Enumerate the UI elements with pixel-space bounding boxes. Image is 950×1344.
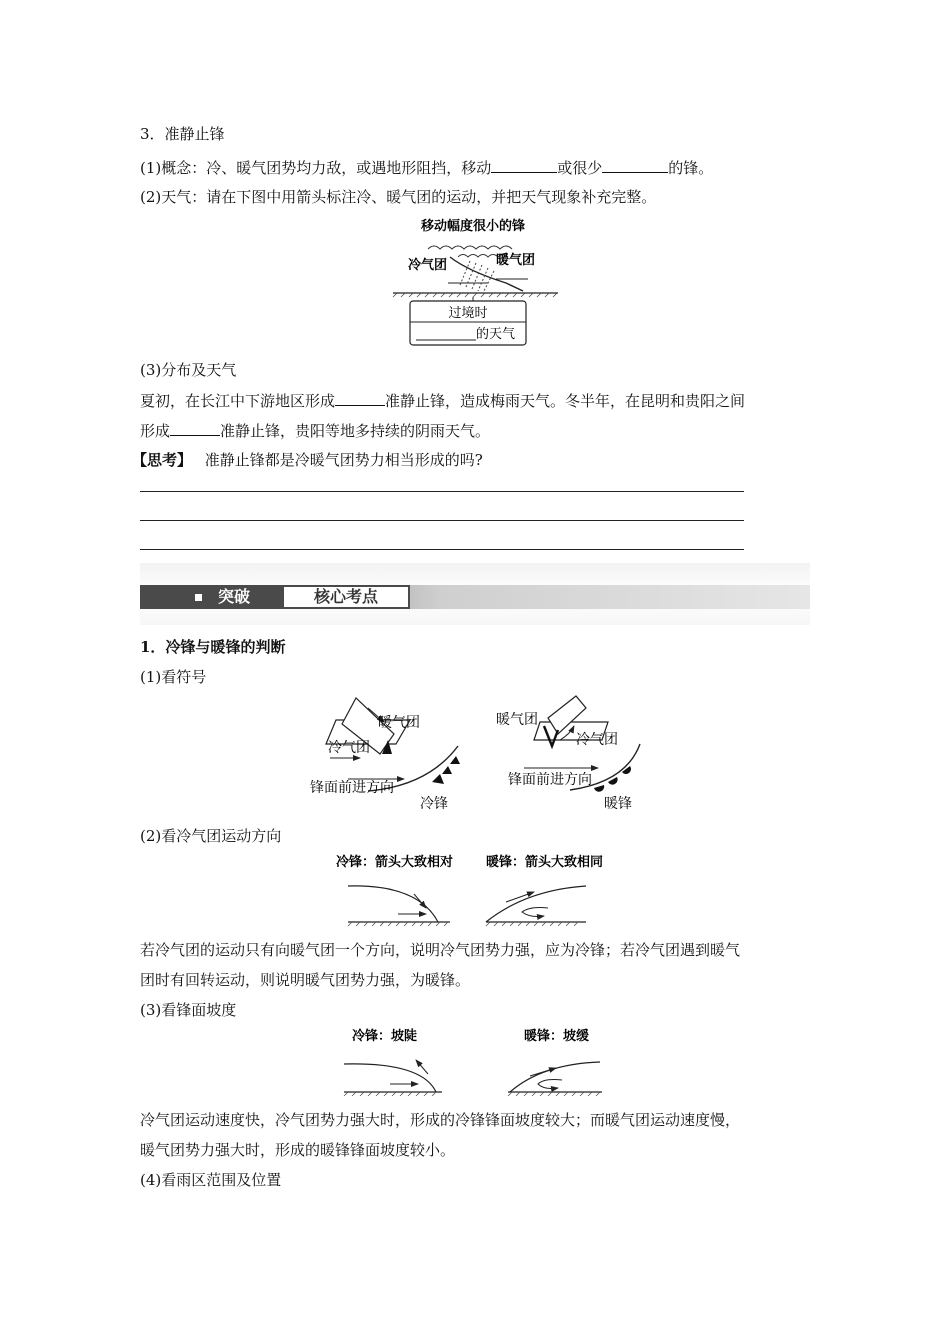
figure-title: 移动幅度很小的锋 xyxy=(420,219,526,234)
think-label: 【思考】 xyxy=(132,451,193,469)
para-text: 准静止锋，贵阳等地多持续的阴雨天气。 xyxy=(220,422,491,440)
answer-line[interactable] xyxy=(140,520,744,521)
slope-figure xyxy=(330,1024,630,1102)
section-banner xyxy=(140,563,810,625)
para-text: 准静止锋，造成梅雨天气。冬半年，在昆明和贵阳之间 xyxy=(385,392,746,410)
banner-left-label: 突破 xyxy=(218,587,251,606)
direction-para-2: 团时有回转运动，则说明暖气团势力强，为暖锋。 xyxy=(140,971,471,989)
distribution-title: (3)分布及天气 xyxy=(140,361,237,379)
direction-figure xyxy=(330,850,630,928)
para-text: 形成 xyxy=(140,422,171,440)
answer-line[interactable] xyxy=(140,491,744,492)
section-title: 3．准静止锋 xyxy=(140,125,225,143)
cold-air-left: 冷气团 xyxy=(328,740,370,756)
concept-text-b: 或很少 xyxy=(557,159,603,177)
warm-air-right: 暖气团 xyxy=(496,712,538,728)
para-text: 夏初，在长江中下游地区形成 xyxy=(140,392,336,410)
cold-front-label: 冷锋 xyxy=(420,796,448,812)
square-icon xyxy=(195,594,202,601)
cold-slope-curve xyxy=(344,1064,436,1092)
slope-para-1: 冷气团运动速度快，冷气团势力强大时，形成的冷锋锋面坡度较大；而暖气团运动速度慢， xyxy=(140,1111,741,1129)
fill-blank[interactable] xyxy=(170,420,220,436)
warm-slope-caption: 暖锋：坡缓 xyxy=(524,1029,590,1044)
slope-para-2: 暖气团势力强大时，形成的暖锋锋面坡度较小。 xyxy=(140,1141,456,1159)
front-symbols-figure xyxy=(308,694,648,818)
rain-area xyxy=(460,261,494,291)
sub-heading-direction: (2)看冷气团运动方向 xyxy=(140,827,282,845)
banner-right: 核心考点 xyxy=(282,585,410,609)
stationary-front-figure xyxy=(388,213,562,349)
cold-slope-caption: 冷锋：坡陡 xyxy=(352,1029,418,1044)
sub-heading-slope: (3)看锋面坡度 xyxy=(140,1001,237,1019)
answer-line[interactable] xyxy=(140,549,744,550)
concept-text-a: (1)概念：冷、暖气团势均力敌，或遇地形阻挡，移动 xyxy=(140,159,492,177)
fill-blank[interactable] xyxy=(335,390,385,406)
semicircle-icon xyxy=(622,766,631,774)
cold-air-label: 冷气团 xyxy=(408,258,448,273)
warm-air-left: 暖气团 xyxy=(378,715,420,731)
distribution-para-1 xyxy=(140,390,745,411)
concept-line xyxy=(140,157,713,178)
direction-right: 锋面前进方向 xyxy=(508,772,592,788)
distribution-para-2 xyxy=(140,420,490,441)
warm-slope-curve xyxy=(510,1062,600,1092)
warm-front-label: 暖锋 xyxy=(604,796,632,812)
core-title: 1．冷锋与暖锋的判断 xyxy=(140,638,286,656)
triangle-icon xyxy=(450,756,460,764)
box-top-label: 过境时 xyxy=(448,306,488,321)
think-line xyxy=(132,450,483,470)
concept-text-c: 的锋。 xyxy=(668,159,714,177)
warm-air-label: 暖气团 xyxy=(496,253,536,268)
triangle-icon xyxy=(432,774,444,784)
fill-blank[interactable] xyxy=(491,157,557,173)
fill-blank[interactable] xyxy=(602,157,668,173)
cloud-icon xyxy=(428,246,512,249)
sub-heading-symbols: (1)看符号 xyxy=(140,668,207,686)
sub-heading-rain: (4)看雨区范围及位置 xyxy=(140,1171,282,1189)
box-bottom-label: 的天气 xyxy=(476,327,516,342)
cold-caption: 冷锋：箭头大致相对 xyxy=(336,855,454,870)
direction-left: 锋面前进方向 xyxy=(310,780,394,796)
banner-left xyxy=(140,585,282,609)
weather-line: (2)天气：请在下图中用箭头标注冷、暖气团的运动，并把天气现象补充完整。 xyxy=(140,188,657,206)
warm-caption: 暖锋：箭头大致相同 xyxy=(486,855,604,870)
triangle-icon xyxy=(442,766,452,774)
direction-para-1: 若冷气团的运动只有向暖气团一个方向，说明冷气团势力强，应为冷锋；若冷气团遇到暖气 xyxy=(140,941,741,959)
ground-hatch xyxy=(393,293,557,297)
semicircle-icon xyxy=(594,785,604,792)
cold-front-curve xyxy=(348,886,438,922)
think-question: 准静止锋都是冷暖气团势力相当形成的吗? xyxy=(204,451,483,469)
cold-air-right: 冷气团 xyxy=(576,732,618,748)
